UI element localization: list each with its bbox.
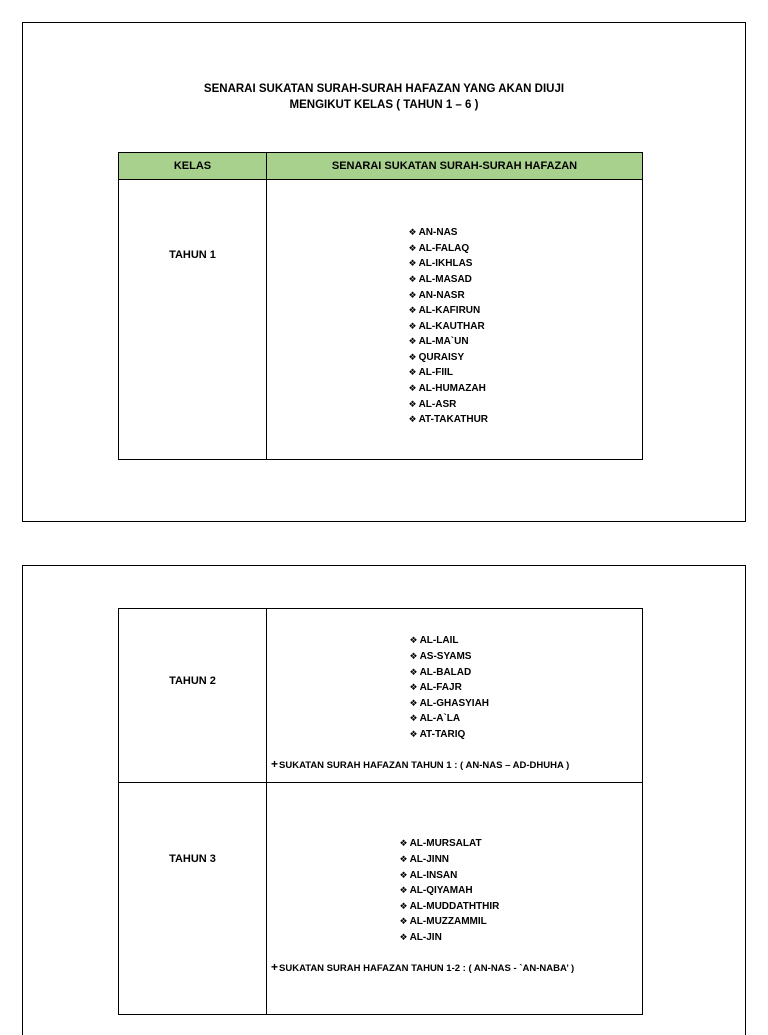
surah-list-tahun-1: [409, 211, 501, 428]
list-item: [409, 272, 501, 288]
list-item: [400, 868, 510, 884]
diamond-bullet-icon: ❖: [408, 398, 417, 409]
diamond-bullet-icon: ❖: [408, 351, 417, 362]
diamond-bullet-icon: ❖: [408, 414, 417, 425]
surah-cell-tahun-1: [267, 180, 643, 460]
surah-name: AL-MUDDATHTHIR: [409, 900, 500, 912]
title-line-1: SENARAI SUKATAN SURAH-SURAH HAFAZAN YANG AKAN DIUJI: [203, 83, 565, 95]
surah-name: AN-NAS: [418, 227, 458, 239]
table-row-tahun-1: [119, 180, 643, 460]
kelas-tahun-1: TAHUN 1: [119, 180, 267, 460]
surah-name: AL-BALAD: [419, 666, 472, 678]
diamond-bullet-icon: ❖: [409, 713, 418, 724]
table-row-tahun-3: [119, 783, 643, 1015]
diamond-bullet-icon: ❖: [409, 666, 418, 677]
list-item: [410, 711, 500, 727]
surah-name: AL-ASR: [418, 398, 457, 410]
plus-icon: +: [271, 756, 279, 771]
list-item: [409, 334, 501, 350]
diamond-bullet-icon: ❖: [408, 336, 417, 347]
sukatan-table-page-2: [118, 608, 643, 1015]
diamond-bullet-icon: ❖: [408, 289, 417, 300]
surah-name: AL-KAUTHAR: [418, 320, 485, 332]
surah-list-tahun-2: [410, 620, 500, 742]
note-tahun-3: [267, 960, 642, 974]
diamond-bullet-icon: ❖: [409, 697, 418, 708]
surah-name: AL-MURSALAT: [409, 838, 482, 850]
surah-list-tahun-3: [400, 823, 510, 945]
list-item: [410, 665, 500, 681]
list-item: [410, 633, 500, 649]
table-row-tahun-2: [119, 609, 643, 783]
diamond-bullet-icon: ❖: [399, 854, 408, 865]
kelas-tahun-2: TAHUN 2: [119, 609, 267, 783]
list-item: [409, 319, 501, 335]
diamond-bullet-icon: ❖: [408, 320, 417, 331]
surah-name: AL-INSAN: [409, 869, 458, 881]
list-item: [410, 680, 500, 696]
diamond-bullet-icon: ❖: [408, 242, 417, 253]
list-item: [400, 836, 510, 852]
list-item: [409, 288, 501, 304]
list-item: [400, 899, 510, 915]
document-page-2: [22, 565, 746, 1035]
diamond-bullet-icon: ❖: [409, 682, 418, 693]
diamond-bullet-icon: ❖: [409, 651, 418, 662]
surah-cell-tahun-2: [267, 609, 643, 783]
diamond-bullet-icon: ❖: [408, 227, 417, 238]
kelas-tahun-3: TAHUN 3: [119, 783, 267, 1015]
diamond-bullet-icon: ❖: [399, 900, 408, 911]
list-item: [410, 727, 500, 743]
header-kelas: KELAS: [119, 153, 267, 180]
diamond-bullet-icon: ❖: [409, 635, 418, 646]
surah-cell-tahun-3: [267, 783, 643, 1015]
surah-name: AL-HUMAZAH: [418, 383, 486, 395]
surah-name: AL-MUZZAMMIL: [409, 916, 487, 928]
diamond-bullet-icon: ❖: [409, 728, 418, 739]
list-item: [409, 381, 501, 397]
note-tahun-2: [267, 757, 642, 771]
surah-name: AL-FALAQ: [418, 242, 470, 254]
note-text-tahun-3: SUKATAN SURAH HAFAZAN TAHUN 1-2 : ( AN-NAS - `AN-NABA’ ): [279, 962, 575, 974]
note-text-tahun-2: SUKATAN SURAH HAFAZAN TAHUN 1 : ( AN-NAS – AD-DHUHA ): [279, 759, 570, 771]
diamond-bullet-icon: ❖: [408, 273, 417, 284]
surah-name: AL-LAIL: [419, 635, 459, 647]
list-item: [410, 696, 500, 712]
list-item: [400, 852, 510, 868]
surah-name: AN-NASR: [418, 289, 465, 301]
diamond-bullet-icon: ❖: [408, 305, 417, 316]
list-item: [409, 256, 501, 272]
surah-name: QURAISY: [418, 351, 465, 363]
title-line-2: MENGIKUT KELAS ( TAHUN 1 – 6 ): [289, 99, 479, 111]
list-item: [400, 930, 510, 946]
diamond-bullet-icon: ❖: [399, 885, 408, 896]
list-item: [409, 412, 501, 428]
list-item: [410, 649, 500, 665]
list-item: [409, 350, 501, 366]
table-header-row: [119, 153, 643, 180]
diamond-bullet-icon: ❖: [399, 838, 408, 849]
surah-name: AL-KAFIRUN: [418, 305, 481, 317]
list-item: [409, 365, 501, 381]
list-item: [409, 397, 501, 413]
diamond-bullet-icon: ❖: [399, 931, 408, 942]
surah-name: AL-FIIL: [418, 367, 454, 379]
diamond-bullet-icon: ❖: [408, 367, 417, 378]
surah-name: AL-MASAD: [418, 273, 472, 285]
surah-name: AL-IKHLAS: [418, 258, 473, 270]
header-senarai: SENARAI SUKATAN SURAH-SURAH HAFAZAN: [267, 153, 643, 180]
list-item: [400, 883, 510, 899]
surah-name: AL-JIN: [409, 931, 442, 943]
list-item: [409, 225, 501, 241]
diamond-bullet-icon: ❖: [408, 258, 417, 269]
diamond-bullet-icon: ❖: [399, 916, 408, 927]
surah-name: AS-SYAMS: [419, 651, 472, 663]
plus-icon: +: [271, 959, 279, 974]
sukatan-table-page-1: [118, 152, 643, 460]
diamond-bullet-icon: ❖: [408, 383, 417, 394]
surah-name: AT-TAKATHUR: [418, 414, 489, 426]
diamond-bullet-icon: ❖: [399, 869, 408, 880]
list-item: [409, 303, 501, 319]
document-page-1: [22, 22, 746, 522]
list-item: [400, 914, 510, 930]
surah-name: AL-JINN: [409, 854, 450, 866]
surah-name: AT-TARIQ: [419, 728, 466, 740]
surah-name: AL-FAJR: [419, 682, 462, 694]
surah-name: AL-QIYAMAH: [409, 885, 473, 897]
surah-name: AL-GHASYIAH: [419, 697, 490, 709]
surah-name: AL-A`LA: [419, 713, 461, 725]
surah-name: AL-MA`UN: [418, 336, 469, 348]
document-title: [23, 81, 745, 113]
list-item: [409, 241, 501, 257]
